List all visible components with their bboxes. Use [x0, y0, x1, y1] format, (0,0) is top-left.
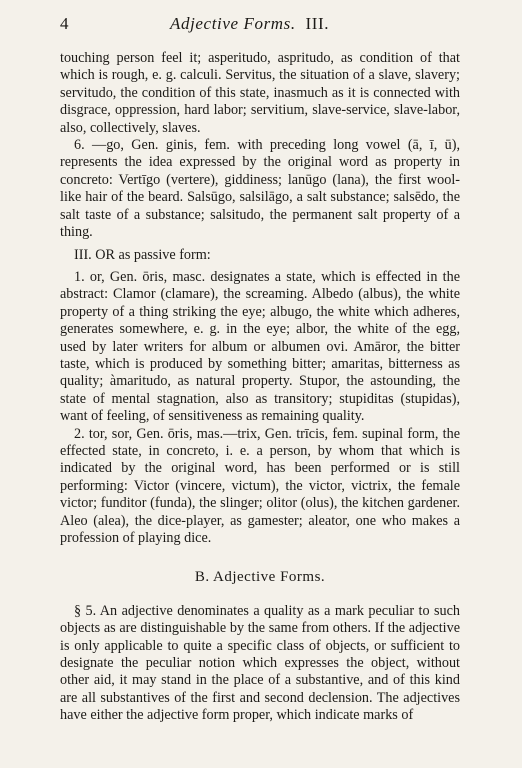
p5-text: § 5. An adjective denominates a quality as a mark peculiar to such objects as are distinguishable by the same from others. If the adjective is only applicable to quite a specific class of objects, or sufficient to designate the peculiar notion which expresses the object, without other aid, it may stand in the place of a substantive, and of this kind are all substantives of the first and second declension. The adjectives have either the adjective form proper, which indicate marks of — [60, 602, 460, 724]
adjective-forms-heading-text: B. Adjective Forms. — [194, 569, 326, 586]
paragraph-4 — [60, 426, 460, 548]
paragraph-2 — [60, 137, 460, 241]
body-text — [60, 50, 460, 725]
running-title — [170, 14, 329, 34]
paragraph-3 — [60, 269, 460, 426]
p1-text: touching person feel it; asperitudo, aspritudo, as condition of that which is rough, e. g. calculi. Servitus, the situation of a slave, slavery; servitudo, the condition of this state, inasmuch as it is connected with disgrace, oppression, hard labor; servitium, slave-service, slave-labor, also, collectively, slaves. — [60, 50, 460, 136]
p3-text: 1. or, Gen. ōris, masc. designates a state, which is effected in the abstract: Clamor (clamare), the screaming. Albedo (albus), the white property of a thing striking the eye; albugo, the white which adheres, generates somewhere, e. g. in the eye; albor, the white of the egg, used by later writers for album or albumen ovi. Amāror, the bitter taste, which is produced by something bitter; amaritas, bitterness as quality; àmaritudo, as natural property. Stupor, the astounding, the state of mental stagnation, also as transitory; stupiditas (stupidas), want of feeling, of sensitiveness as remaining quality. — [60, 268, 460, 425]
running-title-text: Adjective Forms. — [170, 14, 296, 33]
p2-text: 6. —go, Gen. ginis, fem. with preceding long vowel (ā, ī, ū), represents the idea expressed by the original word as property in concreto: Vertīgo (vertere), giddiness; lanūgo (lana), the first wool-like hair of the beard. Salsūgo, salsilāgo, a salt substance; salsēdo, the salt taste of a substance; salsitudo, the permanent salt property of a thing. — [60, 137, 460, 241]
paragraph-5 — [60, 603, 460, 725]
adjective-forms-heading — [60, 569, 460, 586]
section-heading-text: III. OR as passive form: — [74, 247, 211, 264]
paragraph-1 — [60, 50, 460, 137]
page-header — [60, 14, 460, 36]
running-title-numeral: III. — [305, 14, 330, 33]
p4-text: 2. tor, sor, Gen. ōris, mas.—trix, Gen. trīcis, fem. supinal form, the effected state, in concreto, i. e. a person, by whom that which is indicated by the original word, has been performed or is still performing: Victor (vincere, victum), the victor, victrix, the female victor; funditor (funda), the slinger; olitor (olus), the kitchen gardener. Aleo (alea), the dice-player, as gamester; aleator, one who makes a profession of playing dice. — [60, 425, 460, 546]
section-heading — [74, 247, 460, 264]
page-number: 4 — [60, 14, 69, 33]
